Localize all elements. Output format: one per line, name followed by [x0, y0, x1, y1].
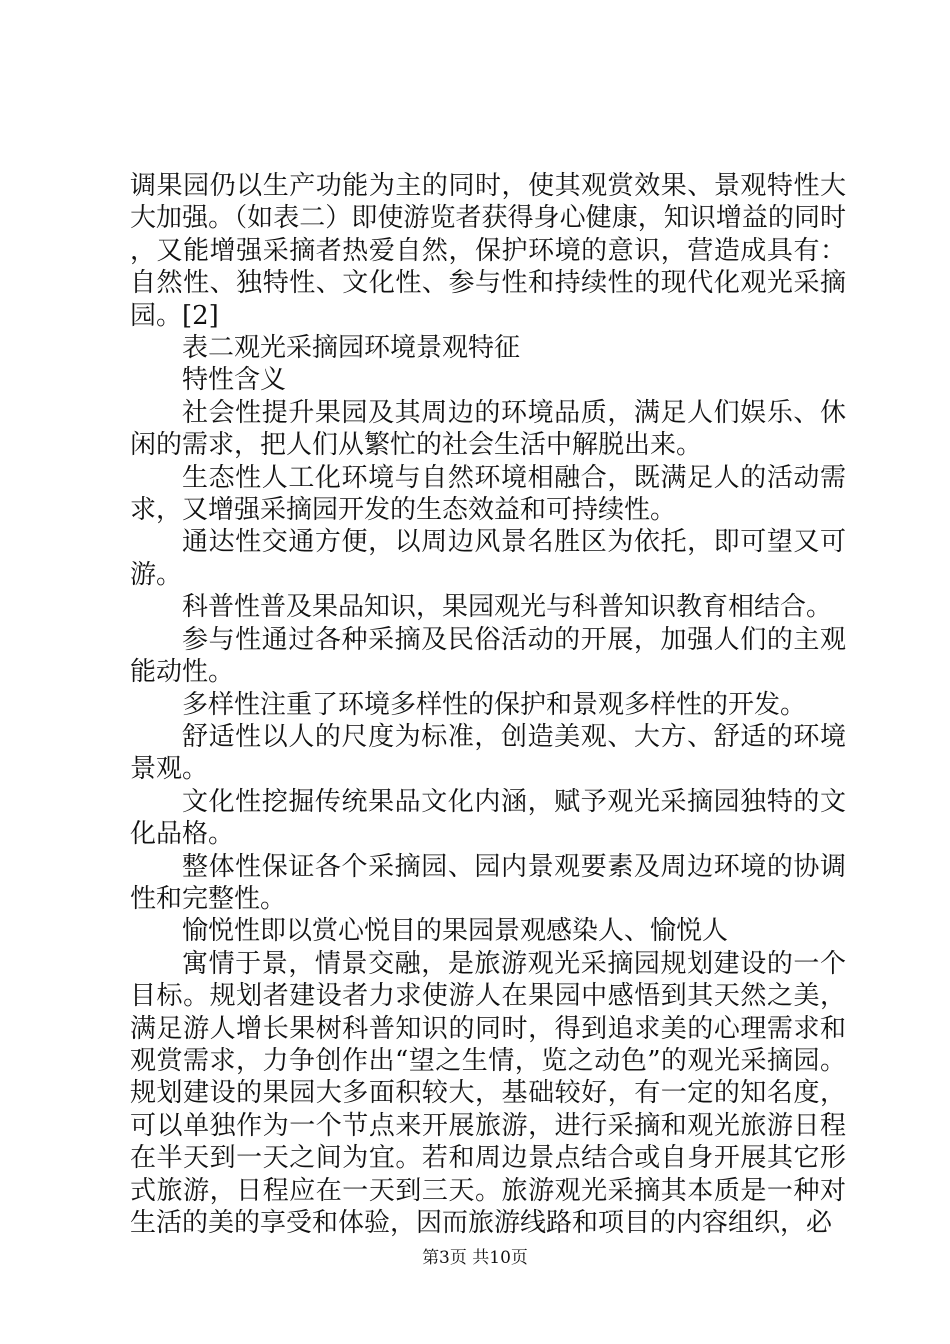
- table-row-pleasure: 愉悦性即以赏心悦目的果园景观感染人、愉悦人: [182, 916, 729, 947]
- table-row-diversity: 多样性注重了环境多样性的保护和景观多样性的开发。: [182, 689, 807, 720]
- table-title: 表二观光采摘园环境景观特征: [182, 333, 521, 364]
- table-row-culture: 文化性挖掘传统果品文化内涵，赋予观光采摘园独特的文化品格。: [130, 786, 846, 850]
- table-header: 特性含义: [182, 365, 287, 396]
- page-number: 第3页 共10页: [422, 1248, 528, 1268]
- table-row-ecological: 生态性人工化环境与自然环境相融合，既满足人的活动需求，又增强采摘园开发的生态效益和可持续性。: [130, 462, 846, 526]
- table-row-science: 科普性普及果品知识，果园观光与科普知识教育相结合。: [182, 592, 833, 623]
- table-row-comfort: 舒适性以人的尺度为标准，创造美观、大方、舒适的环境景观。: [130, 721, 846, 785]
- table-row-accessibility: 通达性交通方便，以周边风景名胜区为依托，即可望又可游。: [130, 527, 846, 590]
- table-row-integrity: 整体性保证各个采摘园、园内景观要素及周边环境的协调性和完整性。: [130, 851, 846, 914]
- table-row-social: 社会性提升果园及其周边的环境品质，满足人们娱乐、休闲的需求，把人们从繁忙的社会生活中解脱出来。: [130, 397, 846, 461]
- body-paragraph: 调果园仍以生产功能为主的同时，使其观赏效果、景观特性大大加强。（如表二）即使游览者获得身心健康，知识增益的同时，又能增强采摘者热爱自然，保护环境的意识，营造成具有：自然性、独特性、文化性、参与性和持续性的现代化观光采摘园。[2]: [130, 171, 846, 331]
- document-body: [130, 170, 846, 1239]
- body-paragraph: 寓情于景，情景交融，是旅游观光采摘园规划建设的一个目标。规划者建设者力求使游人在果园中感悟到其天然之美，满足游人增长果树科普知识的同时，得到追求美的心理需求和观赏需求，力争创作出“望之生情，览之动色”的观光采摘园。规划建设的果园大多面积较大，基础较好，有一定的知名度，可以单独作为一个节点来开展旅游，进行采摘和观光旅游日程在半天到一天之间为宜。若和周边景点结合或自身开展其它形式旅游，日程应在一天到三天。旅游观光采摘其本质是一种对生活的美的享受和体验，因而旅游线路和项目的内容组织，必: [130, 948, 846, 1238]
- table-row-participation: 参与性通过各种采摘及民俗活动的开展，加强人们的主观能动性。: [130, 624, 846, 688]
